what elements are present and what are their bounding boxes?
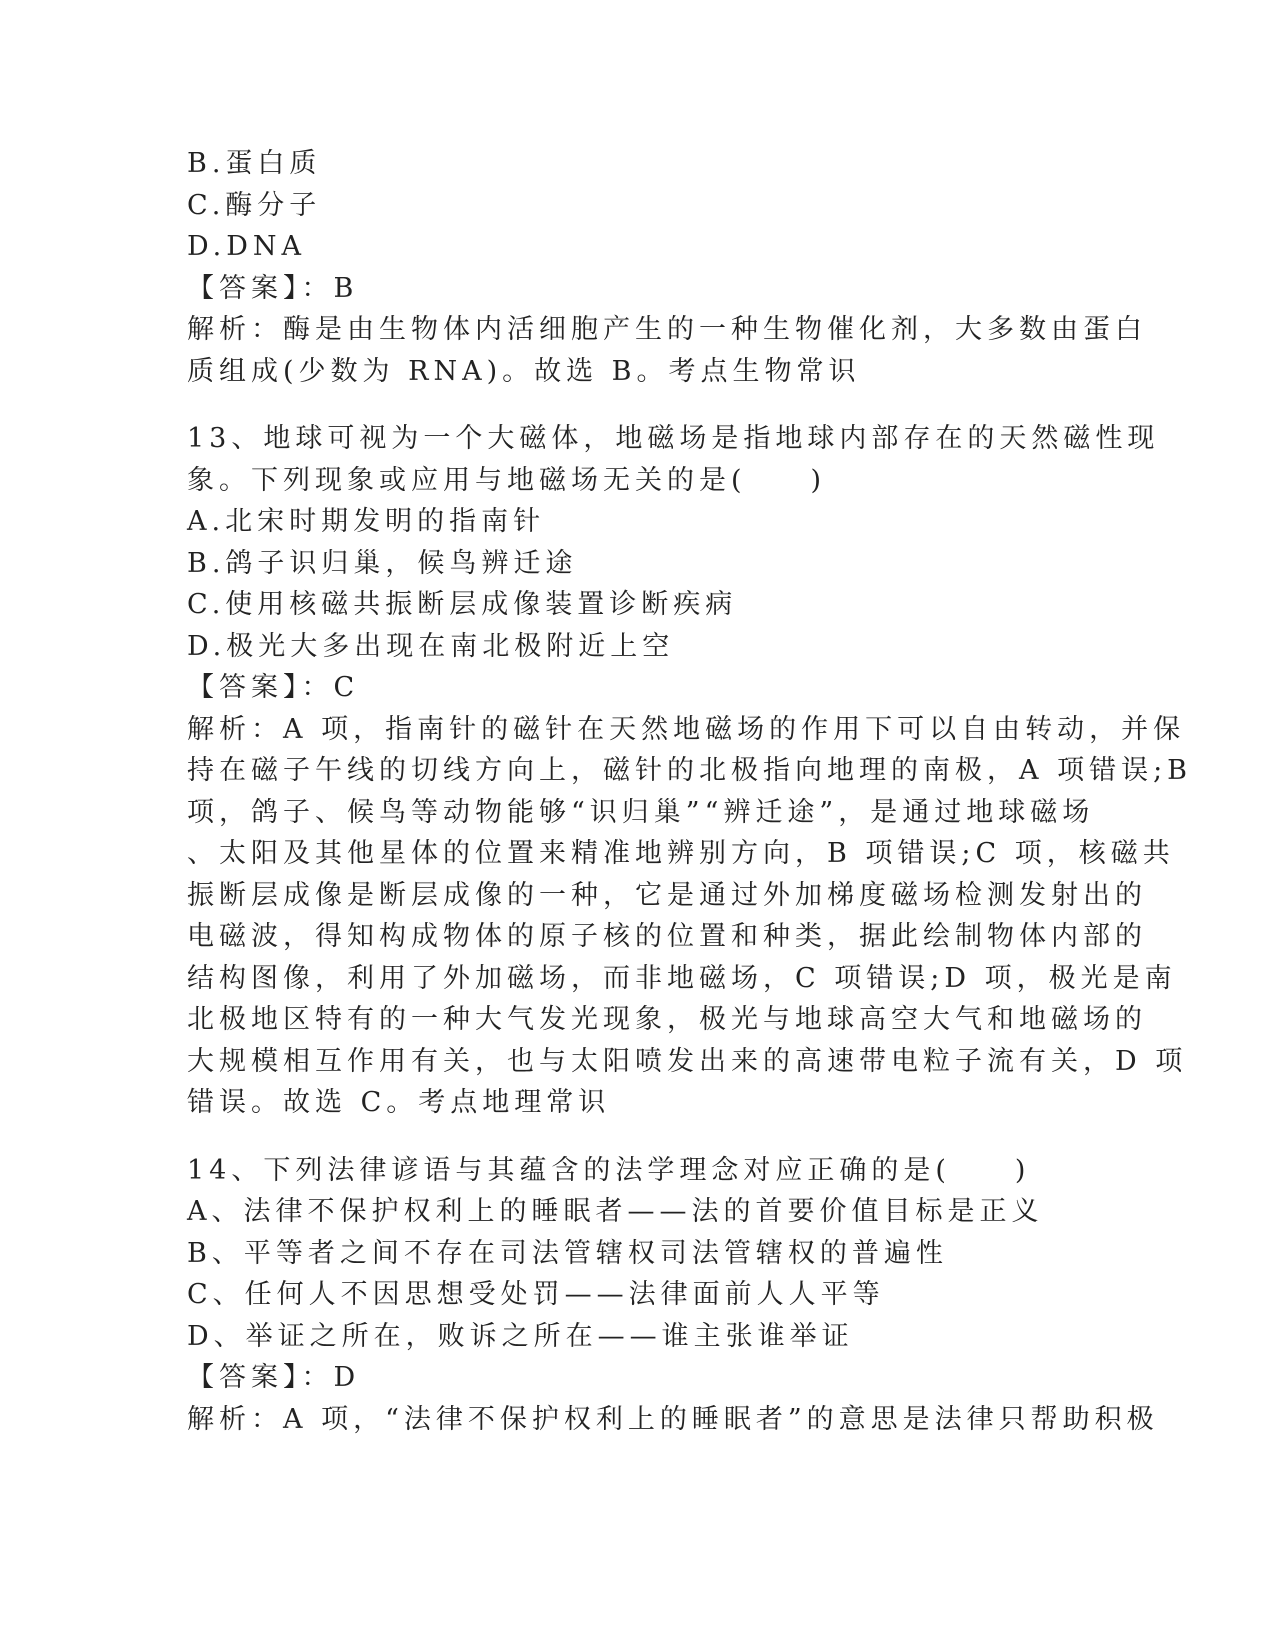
option-a: A.北宋时期发明的指南针 [187, 506, 546, 537]
answer: 【答案】：B [187, 272, 359, 304]
question-13 [187, 418, 1193, 1124]
analysis-line: 项，鸽子、候鸟等动物能够“识归巢”“辨迁途”，是通过地球磁场 [187, 796, 1095, 828]
analysis-line: 结构图像，利用了外加磁场，而非地磁场，C 项错误;D 项，极光是南 [187, 962, 1177, 994]
question-stem: 象。下列现象或应用与地磁场无关的是( ) [187, 464, 827, 496]
option-b: B.蛋白质 [187, 148, 322, 179]
option-a: A、法律不保护权利上的睡眠者——法的首要价值目标是正义 [187, 1196, 1044, 1227]
analysis-line: 质组成(少数为 RNA)。故选 B。考点生物常识 [187, 355, 861, 387]
analysis-line: 、太阳及其他星体的位置来精准地辨别方向，B 项错误;C 项，核磁共 [187, 838, 1175, 869]
document-page [187, 143, 1193, 1440]
option-c: C.酶分子 [187, 189, 322, 221]
question-stem: 14、下列法律谚语与其蕴含的法学理念对应正确的是( ) [187, 1154, 1031, 1186]
answer: 【答案】：C [187, 672, 360, 703]
question-12-tail [187, 143, 1147, 392]
analysis-line: 解析：A 项，“法律不保护权利上的睡眠者”的意思是法律只帮助积极 [187, 1403, 1159, 1435]
option-b: B.鸽子识归巢，候鸟辨迁途 [187, 547, 578, 579]
analysis-line: 电磁波，得知构成物体的原子核的位置和种类，据此绘制物体内部的 [187, 921, 1147, 952]
option-d: D、举证之所在，败诉之所在——谁主张谁举证 [187, 1320, 854, 1352]
analysis-line: 错误。故选 C。考点地理常识 [187, 1087, 611, 1118]
analysis-line: 北极地区特有的一种大气发光现象，极光与地球高空大气和地磁场的 [187, 1004, 1147, 1035]
analysis-line: 振断层成像是断层成像的一种，它是通过外加梯度磁场检测发射出的 [187, 879, 1147, 911]
question-14 [187, 1150, 1159, 1441]
option-c: C.使用核磁共振断层成像装置诊断疾病 [187, 589, 738, 620]
analysis-line: 解析：酶是由生物体内活细胞产生的一种生物催化剂，大多数由蛋白 [187, 314, 1147, 345]
analysis-line: 解析：A 项，指南针的磁针在天然地磁场的作用下可以自由转动，并保 [187, 713, 1186, 745]
option-d: D.极光大多出现在南北极附近上空 [187, 630, 675, 662]
option-d: D.DNA [187, 231, 307, 262]
answer: 【答案】：D [187, 1362, 361, 1393]
option-b: B、平等者之间不存在司法管辖权司法管辖权的普遍性 [187, 1237, 948, 1269]
question-stem: 13、地球可视为一个大磁体，地磁场是指地球内部存在的天然磁性现 [187, 423, 1160, 454]
option-c: C、任何人不因思想受处罚——法律面前人人平等 [187, 1279, 885, 1310]
analysis-line: 持在磁子午线的切线方向上，磁针的北极指向地理的南极，A 项错误;B [187, 755, 1193, 786]
analysis-line: 大规模相互作用有关，也与太阳喷发出来的高速带电粒子流有关，D 项 [187, 1045, 1188, 1077]
